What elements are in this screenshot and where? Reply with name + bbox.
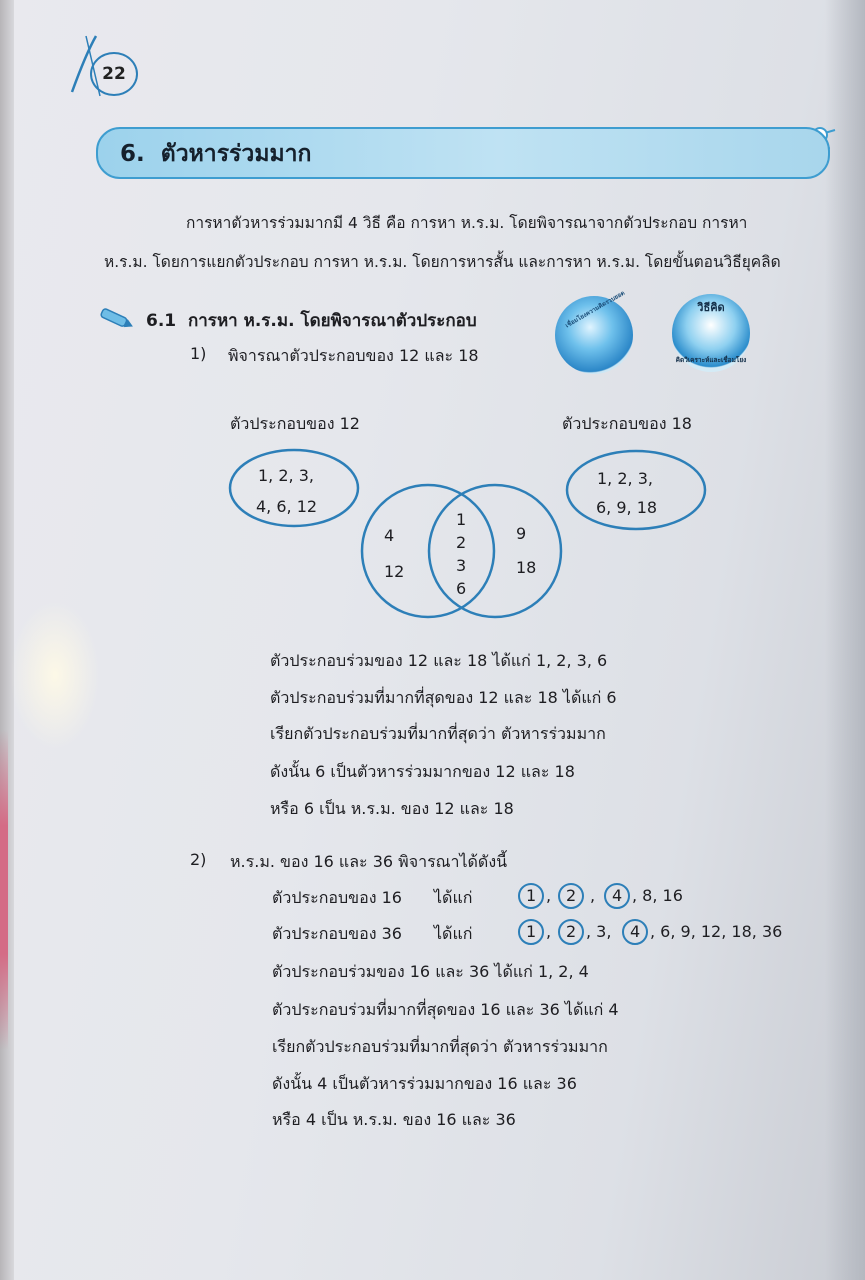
circled-number: 2 — [566, 922, 577, 941]
circled-number: 1 — [526, 922, 537, 941]
pencil-icon — [100, 308, 135, 331]
circled-number: 1 — [526, 886, 537, 905]
set-18-ellipse — [567, 451, 705, 529]
textbook-page: 22 6. ตัวหารร่วมมาก การหาตัวหารร่วมมากมี 4 วิธี คือ การหา ห.ร.ม. โดยพิจารณาจากตัวประกอบ การหา ห.ร.ม. โดยการแยกตัวประกอบ การหา ห.ร.ม. โดยการหารสั้น และการหา ห.ร.ม. โดยขั้นตอนวิธียุคลิด 6.1 การหา ห.ร.ม. โดยพิจารณาตัวประกอบ เชื่อมโยงความคิดรวบยอด วิธีคิด คิดวิเคราะห์และเชื่อมโยง 1) พิจารณาตัวประกอบของ 12 และ 18 ตัวประกอบของ 12 ตัวประกอบของ 18 1, 2, 3, 4, 6, 12 1, 2, 3, 6, 9, 18 4 12 1 2 3 6 9 18 ตัวประกอบร่วมของ 12 และ 18 ได้แก่ 1, 2, 3, 6 ตัวประกอบร่วมที่มากที่สุดของ 12 และ 18 ได้แก่ 6 เรียกตัวประกอบร่วมที่มากที่สุดว่า ตัวหารร่วมมาก ดังนั้น 6 เป็นตัวหารร่วมมากของ 12 และ 18 หรือ 6 เป็น ห.ร.ม. ของ 12 และ 18 2) ห.ร.ม. ของ 16 และ 36 พิจารณาได้ดังนี้ ตัวประกอบของ 16 ได้แก่ 1 , 2 , 4 , 8, 16 ตัวประกอบของ 36 ได้แก่ 1 , 2 , 3, 4 , 6, 9, 12, 18, 36 ตัวประกอบร่วมของ 16 และ 36 ได้แก่ 1, 2, 4 ตัวประกอบร่วมที่มากที่สุดของ 16 และ 36 ได้แก่ 4 เรียกตัวประกอบร่วมที่มากที่สุดว่า ตัวหารร่วมมาก ดังนั้น 4 เป็นตัวหารร่วมมากของ 16 และ 36 หรือ 4 เป็น ห.ร.ม. ของ 16 และ 36 — [0, 0, 865, 1280]
subsection-heading — [146, 307, 477, 334]
factors-12-label: ตัวประกอบของ 12 — [230, 414, 360, 433]
example1-label: 1) — [190, 344, 207, 363]
page-number: 22 — [90, 52, 138, 96]
example2-line: หรือ 4 เป็น ห.ร.ม. ของ 16 และ 36 — [272, 1110, 516, 1129]
example2-line: ตัวประกอบร่วมของ 16 และ 36 ได้แก่ 1, 2, 4 — [272, 962, 589, 981]
example1-line: ตัวประกอบร่วมของ 12 และ 18 ได้แก่ 1, 2, 3, 6 — [270, 651, 608, 670]
example2-heading: ห.ร.ม. ของ 16 และ 36 พิจารณาได้ดังนี้ — [230, 852, 508, 871]
row36-rest: , 6, 9, 12, 18, 36 — [650, 922, 783, 941]
example1-line: ดังนั้น 6 เป็นตัวหารร่วมมากของ 12 และ 18 — [270, 762, 575, 781]
circled-number: 4 — [630, 922, 641, 941]
circled-number: 4 — [612, 886, 623, 905]
circled-number: 2 — [566, 886, 577, 905]
intro-line-2: ห.ร.ม. โดยการแยกตัวประกอบ การหา ห.ร.ม. โดยการหารสั้น และการหา ห.ร.ม. โดยขั้นตอนวิธียุคลิด — [104, 253, 781, 271]
venn-right-item: 18 — [516, 558, 537, 577]
set-18-row-2: 6, 9, 18 — [596, 498, 658, 517]
venn-common-item: 1 — [456, 510, 467, 529]
row36-mid: , 3, — [586, 922, 612, 941]
set-12-row-1: 1, 2, 3, — [258, 466, 314, 485]
logo1-label: เชื่อมโยงความคิดรวบยอด — [564, 289, 627, 330]
row36-label: ตัวประกอบของ 36 — [272, 924, 402, 943]
subsection-title: การหา ห.ร.ม. โดยพิจารณาตัวประกอบ — [187, 311, 477, 331]
venn-common-item: 2 — [456, 533, 467, 552]
row36-verb: ได้แก่ — [434, 924, 473, 943]
section-title-text: ตัวหารร่วมมาก — [160, 141, 312, 167]
example1-line: เรียกตัวประกอบร่วมที่มากที่สุดว่า ตัวหารร่วมมาก — [270, 724, 606, 743]
example2-line: เรียกตัวประกอบร่วมที่มากที่สุดว่า ตัวหารร่วมมาก — [272, 1037, 608, 1056]
venn-left-item: 4 — [384, 526, 395, 545]
factors-18-label: ตัวประกอบของ 18 — [562, 414, 692, 433]
logo2-label-bottom: คิดวิเคราะห์และเชื่อมโยง — [675, 356, 747, 364]
set-18-row-1: 1, 2, 3, — [597, 469, 653, 488]
venn-right-item: 9 — [516, 524, 527, 543]
section-title — [120, 136, 311, 172]
intro-line-1: การหาตัวหารร่วมมากมี 4 วิธี คือ การหา ห.ร.ม. โดยพิจารณาจากตัวประกอบ การหา — [186, 214, 748, 232]
example1-heading: พิจารณาตัวประกอบของ 12 และ 18 — [228, 346, 479, 365]
venn-common-item: 3 — [456, 556, 467, 575]
example2-line: ตัวประกอบร่วมที่มากที่สุดของ 16 และ 36 ได้แก่ 4 — [272, 1000, 619, 1019]
example2-label: 2) — [190, 850, 207, 869]
example2-line: ดังนั้น 4 เป็นตัวหารร่วมมากของ 16 และ 36 — [272, 1074, 577, 1093]
venn-left-item: 12 — [384, 562, 405, 581]
example1-line: หรือ 6 เป็น ห.ร.ม. ของ 12 และ 18 — [270, 799, 514, 818]
logo2-label-top: วิธีคิด — [697, 301, 725, 314]
venn-common-item: 6 — [456, 579, 467, 598]
example1-line: ตัวประกอบร่วมที่มากที่สุดของ 12 และ 18 ได้แก่ 6 — [270, 688, 617, 707]
set-12-row-2: 4, 6, 12 — [256, 497, 318, 516]
section-number: 6. — [120, 141, 145, 167]
row16-rest: , 8, 16 — [632, 886, 683, 905]
row16-verb: ได้แก่ — [434, 888, 473, 907]
row16-label: ตัวประกอบของ 16 — [272, 888, 402, 907]
subsection-number: 6.1 — [146, 311, 177, 331]
